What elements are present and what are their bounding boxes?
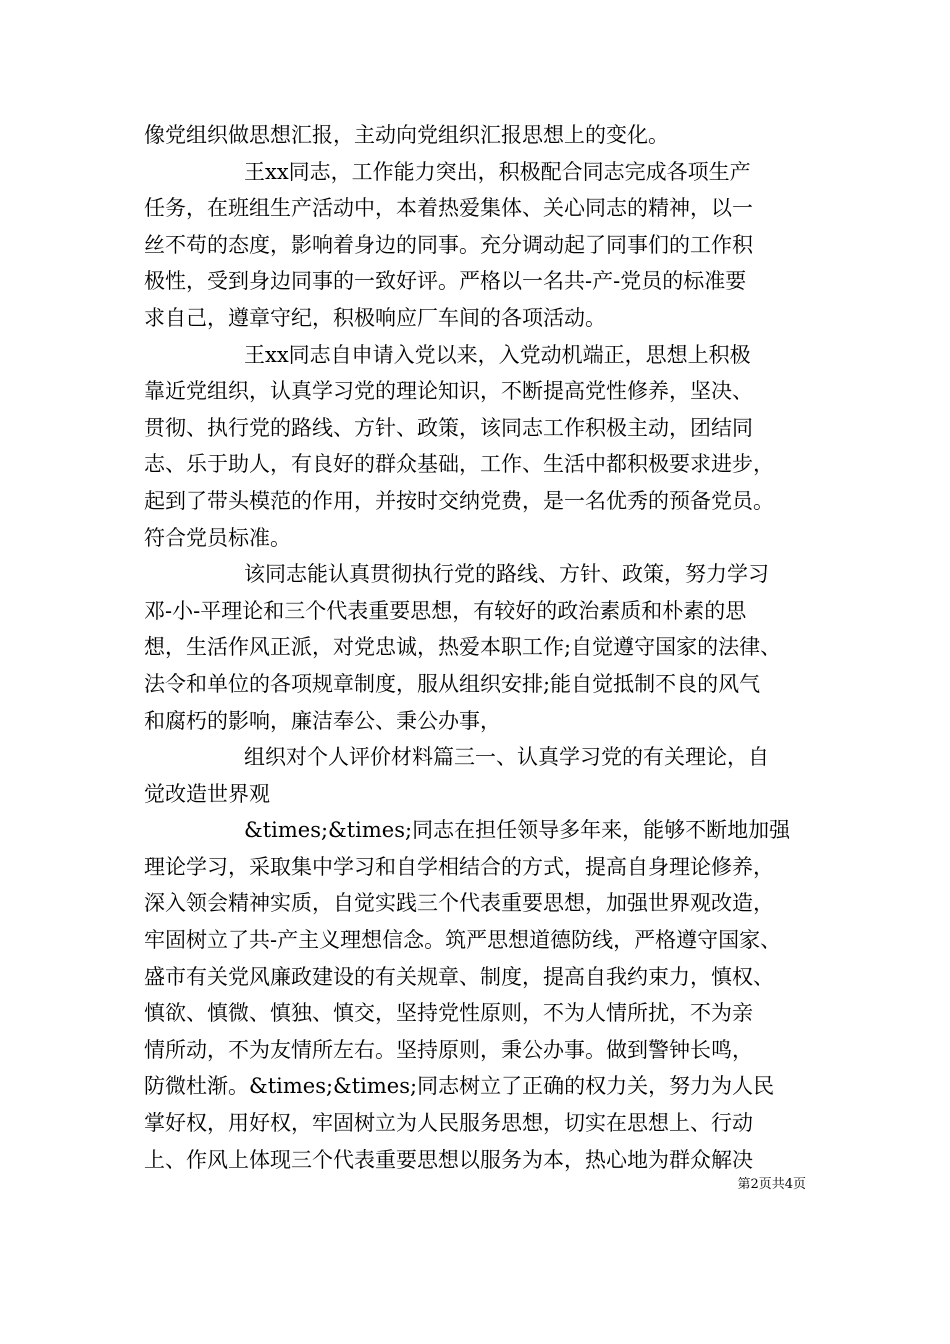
paragraph-start-line: 该同志能认真贯彻执行党的路线、方针、政策，努力学习 bbox=[244, 562, 769, 587]
text-line: 靠近党组织，认真学习党的理论知识，不断提高党性修养，坚决、 bbox=[144, 379, 753, 404]
text-line: 极性，受到身边同事的一致好评。严格以一名共-产-党员的标准要 bbox=[144, 269, 747, 294]
text-line: 和腐朽的影响，廉洁奉公、秉公办事， bbox=[144, 708, 501, 733]
text-line: 情所动，不为友情所左右。坚持原则，秉公办事。做到警钟长鸣， bbox=[144, 1037, 753, 1062]
text-line: 慎欲、慎微、慎独、慎交，坚持党性原则，不为人情所扰，不为亲 bbox=[144, 1001, 753, 1026]
text-line: 任务，在班组生产活动中，本着热爱集体、关心同志的精神，以一 bbox=[144, 196, 753, 221]
text-line: 牢固树立了共-产主义理想信念。筑严思想道德防线，严格遵守国家、 bbox=[144, 928, 782, 953]
text-line: 邓-小-平理论和三个代表重要思想，有较好的政治素质和朴素的思 bbox=[144, 598, 747, 623]
paragraph-start-line: 王xx同志自申请入党以来，入党动机端正，思想上积极 bbox=[244, 342, 751, 367]
text-line: 像党组织做思想汇报，主动向党组织汇报思想上的变化。 bbox=[144, 123, 669, 147]
paragraph-start-line: 组织对个人评价材料篇三一、认真学习党的有关理论，自 bbox=[244, 745, 769, 770]
document-body bbox=[144, 117, 814, 1178]
text-line: 贯彻、执行党的路线、方针、政策，该同志工作积极主动，团结同 bbox=[144, 415, 753, 440]
text-line: 求自己，遵章守纪，积极响应厂车间的各项活动。 bbox=[144, 305, 606, 330]
text-line: 防微杜渐。&times;&times;同志树立了正确的权力关，努力为人民 bbox=[144, 1074, 775, 1099]
text-line: 上、作风上体现三个代表重要思想以服务为本，热心地为群众解决 bbox=[144, 1147, 753, 1172]
text-line: 掌好权，用好权，牢固树立为人民服务思想，切实在思想上、行动 bbox=[144, 1111, 753, 1136]
text-line: 起到了带头模范的作用，并按时交纳党费，是一名优秀的预备党员。 bbox=[144, 488, 774, 513]
text-line: 盛市有关党风廉政建设的有关规章、制度，提高自我约束力，慎权、 bbox=[144, 964, 774, 989]
paragraph-start-line: 王xx同志，工作能力突出，积极配合同志完成各项生产 bbox=[244, 159, 751, 184]
text-line: 深入领会精神实质，自觉实践三个代表重要思想，加强世界观改造， bbox=[144, 891, 774, 916]
paragraph-start-line: &times;&times;同志在担任领导多年来，能够不断地加强 bbox=[244, 818, 791, 843]
text-line: 符合党员标准。 bbox=[144, 525, 291, 550]
text-line: 法令和单位的各项规章制度，服从组织安排;能自觉抵制不良的风气 bbox=[144, 671, 761, 696]
text-line: 理论学习，采取集中学习和自学相结合的方式，提高自身理论修养， bbox=[144, 854, 774, 879]
page-number-footer: 第2页共4页 bbox=[737, 1177, 806, 1192]
text-line: 想，生活作风正派，对党忠诚，热爱本职工作;自觉遵守国家的法律、 bbox=[144, 635, 782, 660]
text-line: 志、乐于助人，有良好的群众基础，工作、生活中都积极要求进步， bbox=[144, 452, 774, 477]
text-line: 觉改造世界观 bbox=[144, 781, 270, 806]
text-line: 丝不苟的态度，影响着身边的同事。充分调动起了同事们的工作积 bbox=[144, 232, 753, 257]
